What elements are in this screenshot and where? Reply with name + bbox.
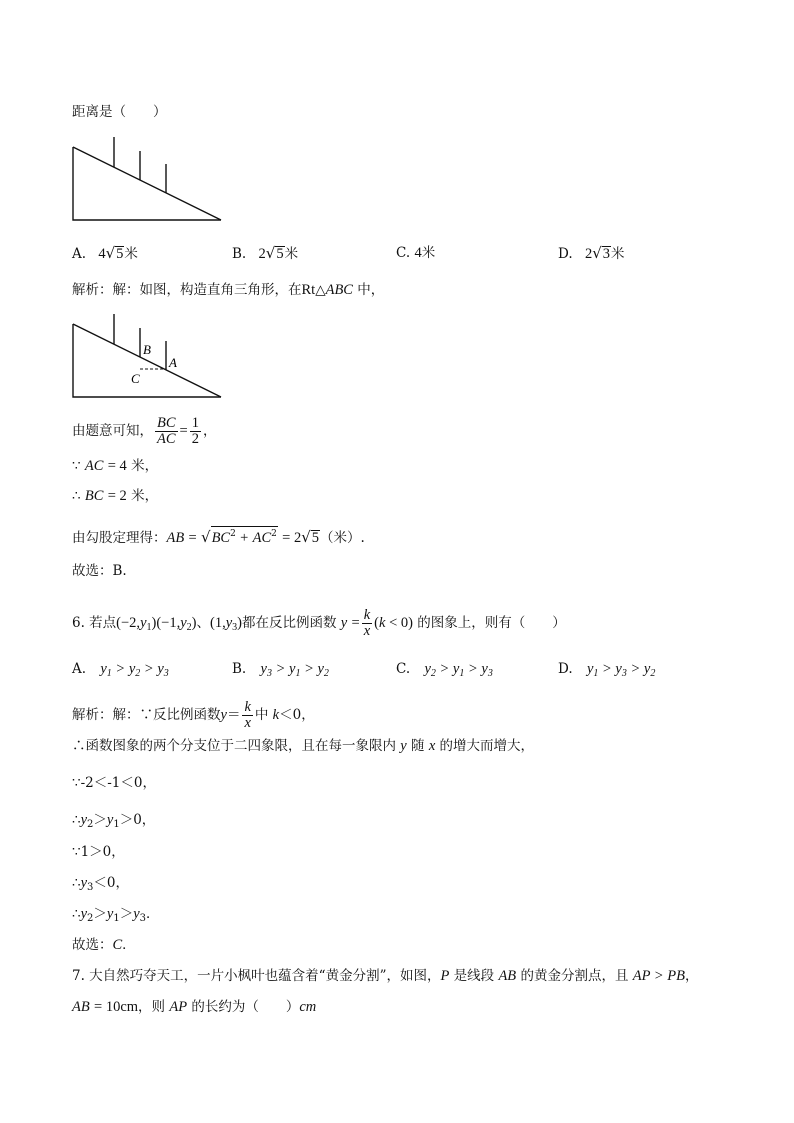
q6-analysis-2: ∴函数图象的两个分支位于二四象限，且在每一象限内 y 随 x 的增大而增大，: [72, 738, 535, 754]
label-b: B: [143, 342, 151, 357]
q5-option-a: A. 4√5米: [72, 244, 138, 262]
q7-line1: 7. 大自然巧夺天工，一片小枫叶也蕴含着“黄金分割”，如图，P 是线段 AB 的黄金分割点，且 AP > PB，: [72, 968, 699, 984]
q6-option-a-key: A.: [72, 661, 87, 677]
q6-analysis-5: ∵1＞0，: [72, 844, 125, 860]
q6-option-d: D. $y_1 > y_3 > y_2$: [558, 661, 656, 679]
q6-analysis-7: $\therefore y_2>y_1>y_3$．: [72, 906, 160, 924]
q6-option-a: A. $y_1 > y_2 > y_3$: [72, 661, 169, 679]
q5-option-d-key: D.: [558, 246, 573, 262]
label-a: A: [169, 355, 177, 370]
q6-analysis-1: 解析：解：∵反比例函数y＝ $\frac{k}{x}$ 中 k＜0，: [72, 699, 315, 731]
q7-line2: AB = 10cm，则 AP 的长约为（ ）cm: [72, 999, 317, 1015]
q6-option-c-key: C.: [396, 661, 411, 677]
q5-step2: ∵ AC = 4 米，: [72, 458, 159, 474]
q5-option-c-key: C.: [396, 245, 411, 261]
q5-stem-tail: 距离是（ ）: [72, 104, 167, 120]
q6-stem: 6. 若点$(-2,y_1)(-1,y_2)$、$(1,y_3)$都在反比例函数 y = $\frac{k}{x}$ (k < 0) 的图象上，则有（ ）: [72, 607, 566, 639]
q5-option-d: D. 2√3米: [558, 244, 625, 262]
q5-analysis-intro: 解析：解：如图，构造直角三角形，在Rt△ABC 中，: [72, 282, 385, 298]
q6-option-c: C. $y_2 > y_1 > y_3$: [396, 661, 493, 679]
q5-option-a-key: A.: [72, 246, 87, 262]
q6-option-d-key: D.: [558, 661, 573, 677]
label-c: C: [131, 371, 140, 386]
q5-step4: 由勾股定理得：AB = $√BC^2 + AC^2 = 2√5$（米）.: [72, 528, 365, 546]
q6-analysis-4: $\therefore y_2>y_1>0$，: [72, 812, 156, 830]
q5-answer: 故选：B.: [72, 563, 127, 579]
q5-option-c: C. 4米: [396, 245, 436, 261]
q5-figure-triangle: [70, 312, 230, 402]
q5-option-b-key: B.: [232, 246, 247, 262]
q5-step1: 由题意可知， $\frac{BC}{AC}$ = $\frac{1}{2}$ ，: [72, 415, 217, 447]
q6-analysis-3: ∵-2＜-1＜0，: [72, 775, 156, 791]
q5-step3: ∴ BC = 2 米，: [72, 488, 159, 504]
q6-option-b: B. $y_3 > y_1 > y_2$: [232, 661, 329, 679]
q6-option-b-key: B.: [232, 661, 247, 677]
q5-figure-stairs: [70, 135, 230, 225]
q5-option-b: B. 2√5米: [232, 244, 299, 262]
q6-answer: 故选：C．: [72, 937, 136, 953]
q6-analysis-6: $\therefore y_3<0$，: [72, 875, 129, 893]
